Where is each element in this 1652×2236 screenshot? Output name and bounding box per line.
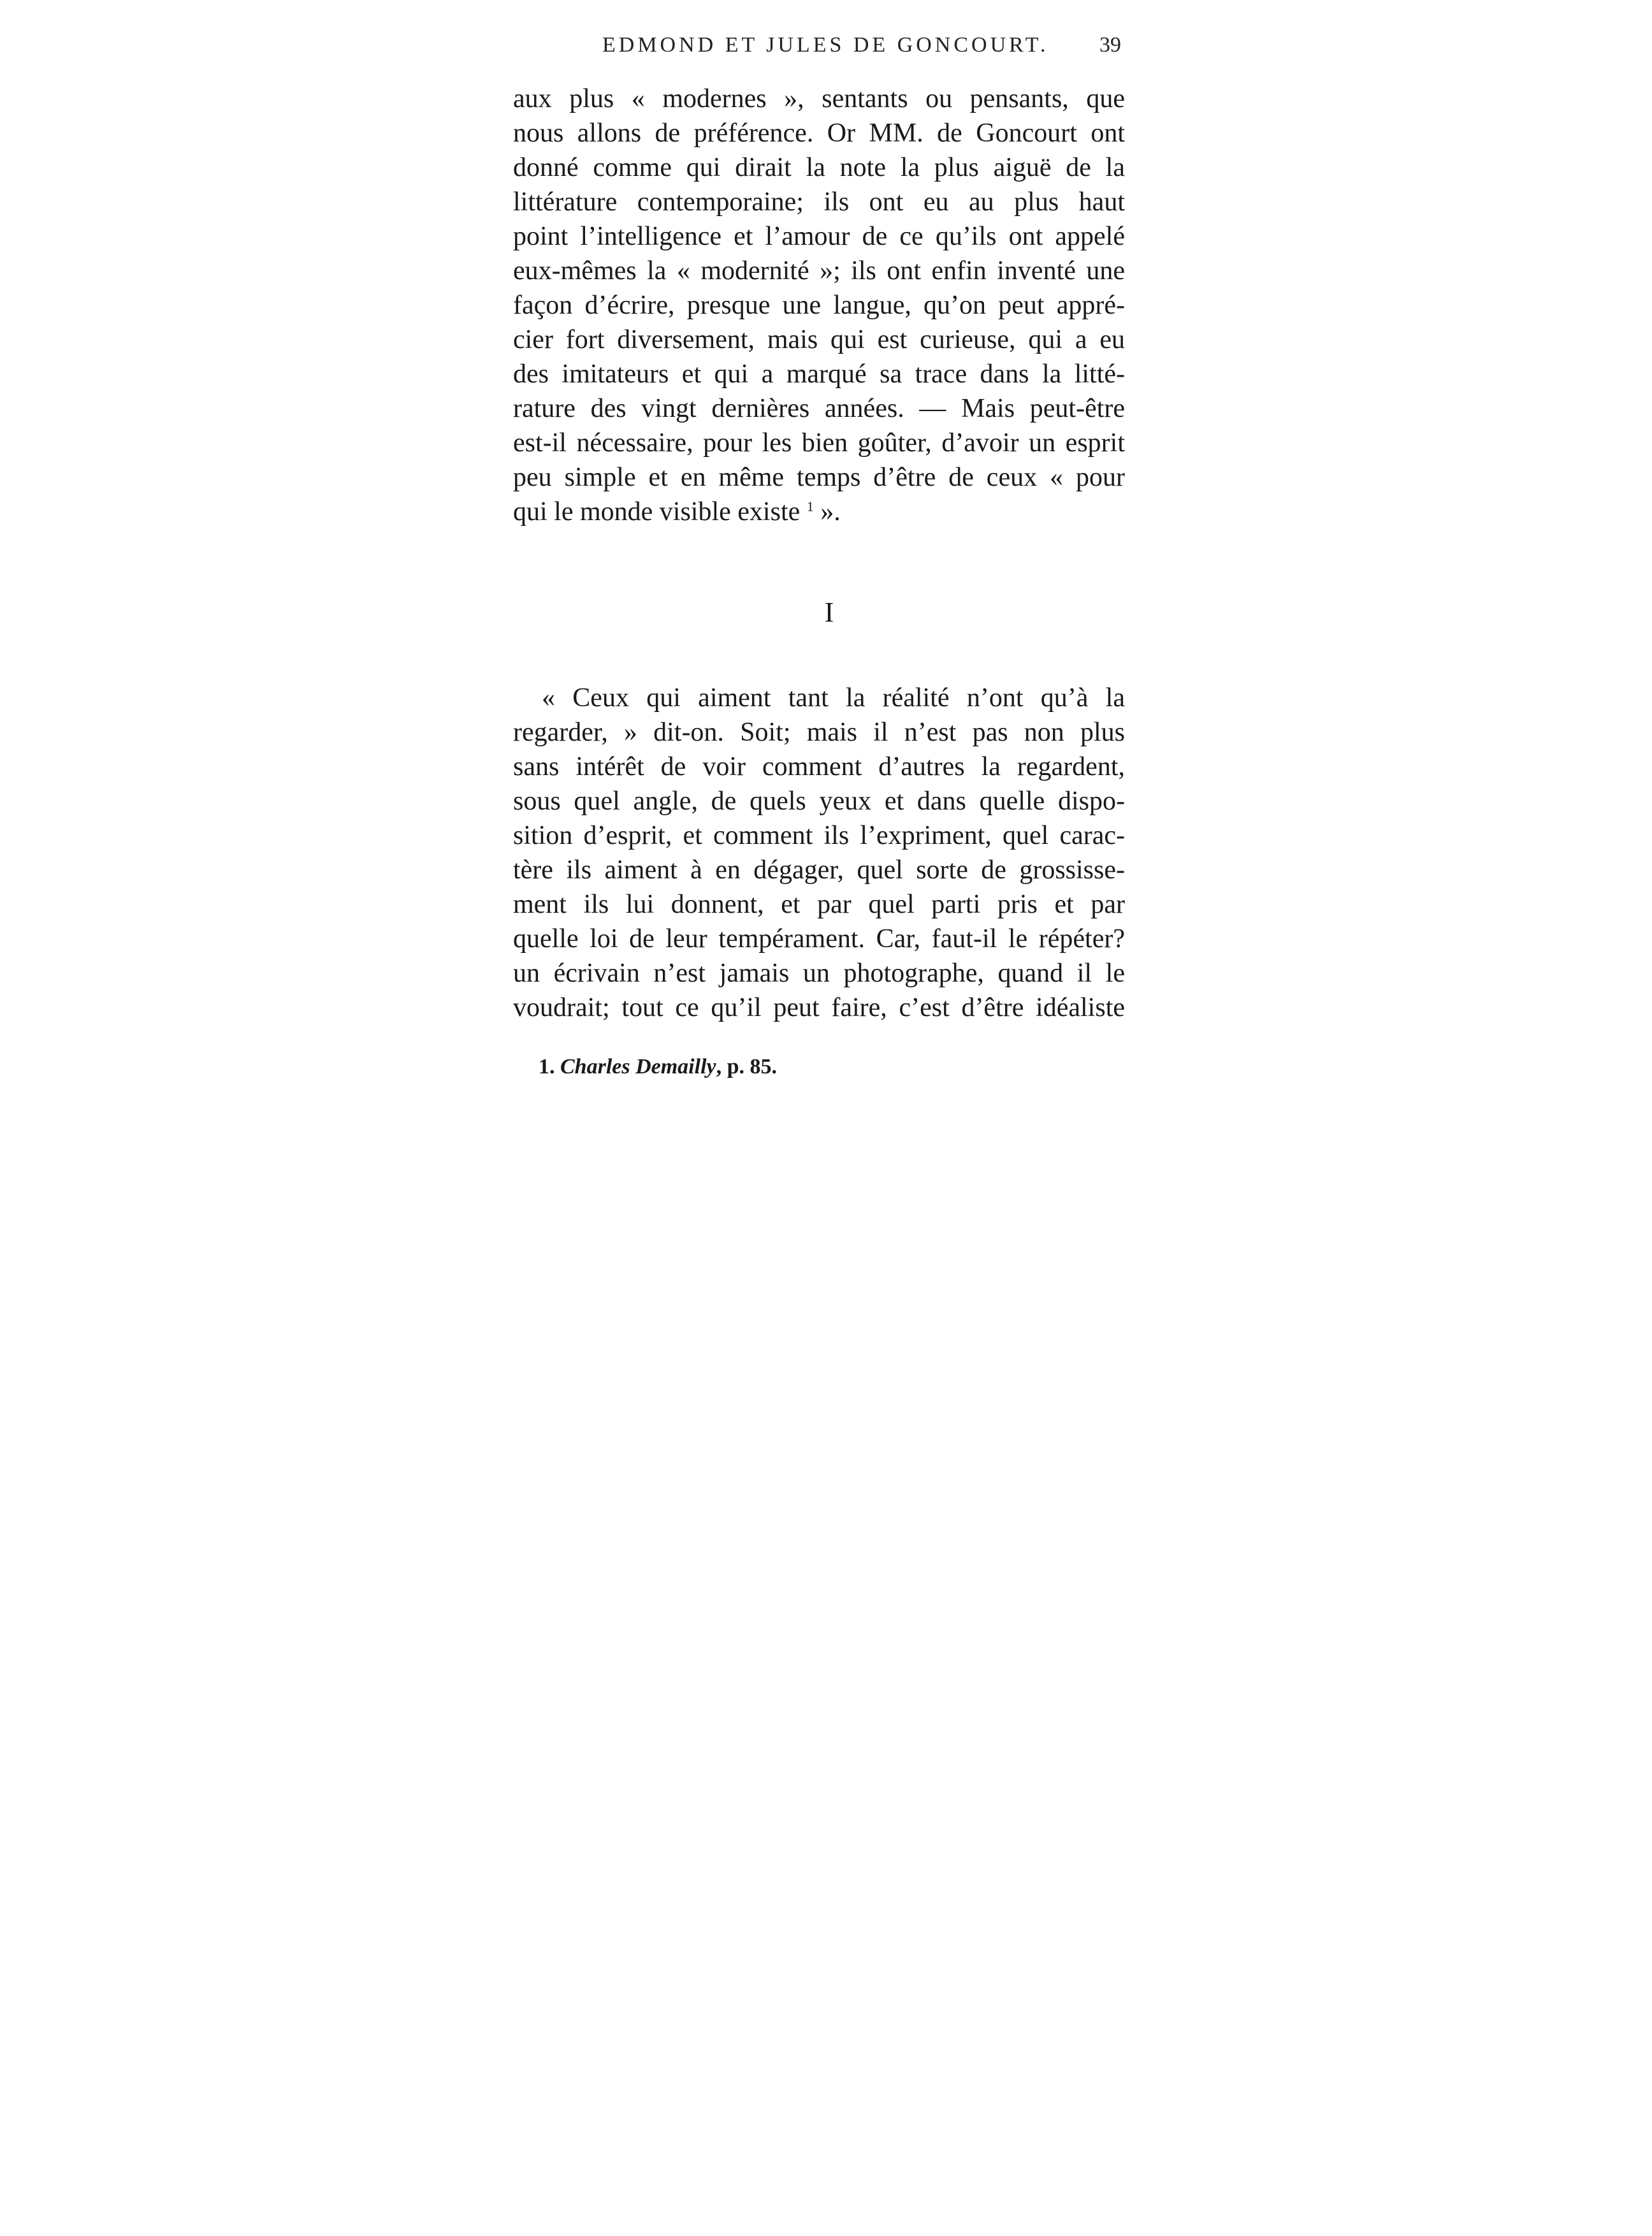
text-line-content: qui le monde visible existe [513, 497, 801, 526]
text-line: littérature contemporaine; ils ont eu au plus haut [513, 187, 1125, 217]
paragraph-2 [513, 681, 1125, 1025]
text-line: est-il nécessaire, pour les bien goûter, d’avoir un esprit [513, 428, 1125, 458]
text-line-tail: ». [813, 497, 841, 526]
text-line-last [513, 495, 1125, 529]
running-head: EDMOND ET JULES DE GONCOURT. [602, 33, 1049, 57]
page-number: 39 [1099, 33, 1121, 57]
section-heading [3, 596, 1652, 628]
text-line: voudrait; tout ce qu’il peut faire, c’est d’être idéaliste [513, 993, 1125, 1022]
text-line: façon d’écrire, presque une langue, qu’on peut appré- [513, 291, 1125, 320]
paragraph-1 [513, 82, 1125, 529]
text-line: eux-mêmes la « modernité »; ils ont enfin inventé une [513, 256, 1125, 286]
text-line: tère ils aiment à en dégager, quel sorte de grossisse- [513, 855, 1125, 885]
footnote-work-title: Charles Demailly [560, 1055, 716, 1078]
text-line: des imitateurs et qui a marqué sa trace dans la litté- [513, 359, 1125, 389]
text-line: « Ceux qui aiment tant la réalité n’ont qu’à la [542, 683, 1125, 713]
text-line: sous quel angle, de quels yeux et dans quelle dispo- [513, 787, 1125, 816]
text-line: rature des vingt dernières années. — Mais peut-être [513, 394, 1125, 423]
text-line: sition d’esprit, et comment ils l’expriment, quel carac- [513, 821, 1125, 850]
text-line: nous allons de préférence. Or MM. de Goncourt ont [513, 119, 1125, 148]
section-numeral: I [824, 597, 834, 628]
text-line: peu simple et en même temps d’être de ceux « pour [513, 463, 1125, 492]
text-line: regarder, » dit-on. Soit; mais il n’est pas non plus [513, 718, 1125, 747]
text-line: cier fort diversement, mais qui est curieuse, qui a eu [513, 325, 1125, 354]
footnote-reference: , p. 85. [716, 1055, 778, 1078]
text-line: quelle loi de leur tempérament. Car, faut-il le répéter? [513, 924, 1125, 954]
text-line: point l’intelligence et l’amour de ce qu’ils ont appelé [513, 222, 1125, 251]
text-line: un écrivain n’est jamais un photographe, quand il le [513, 959, 1125, 988]
text-line: donné comme qui dirait la note la plus aiguë de la [513, 153, 1125, 182]
footnote-mark: 1 [806, 498, 814, 514]
footnote-number: 1. [539, 1055, 555, 1078]
footnote [539, 1055, 777, 1079]
text-line: aux plus « modernes », sentants ou pensants, que [513, 84, 1125, 113]
text-line: sans intérêt de voir comment d’autres la regardent, [513, 752, 1125, 781]
text-line: ment ils lui donnent, et par quel parti pris et par [513, 890, 1125, 919]
